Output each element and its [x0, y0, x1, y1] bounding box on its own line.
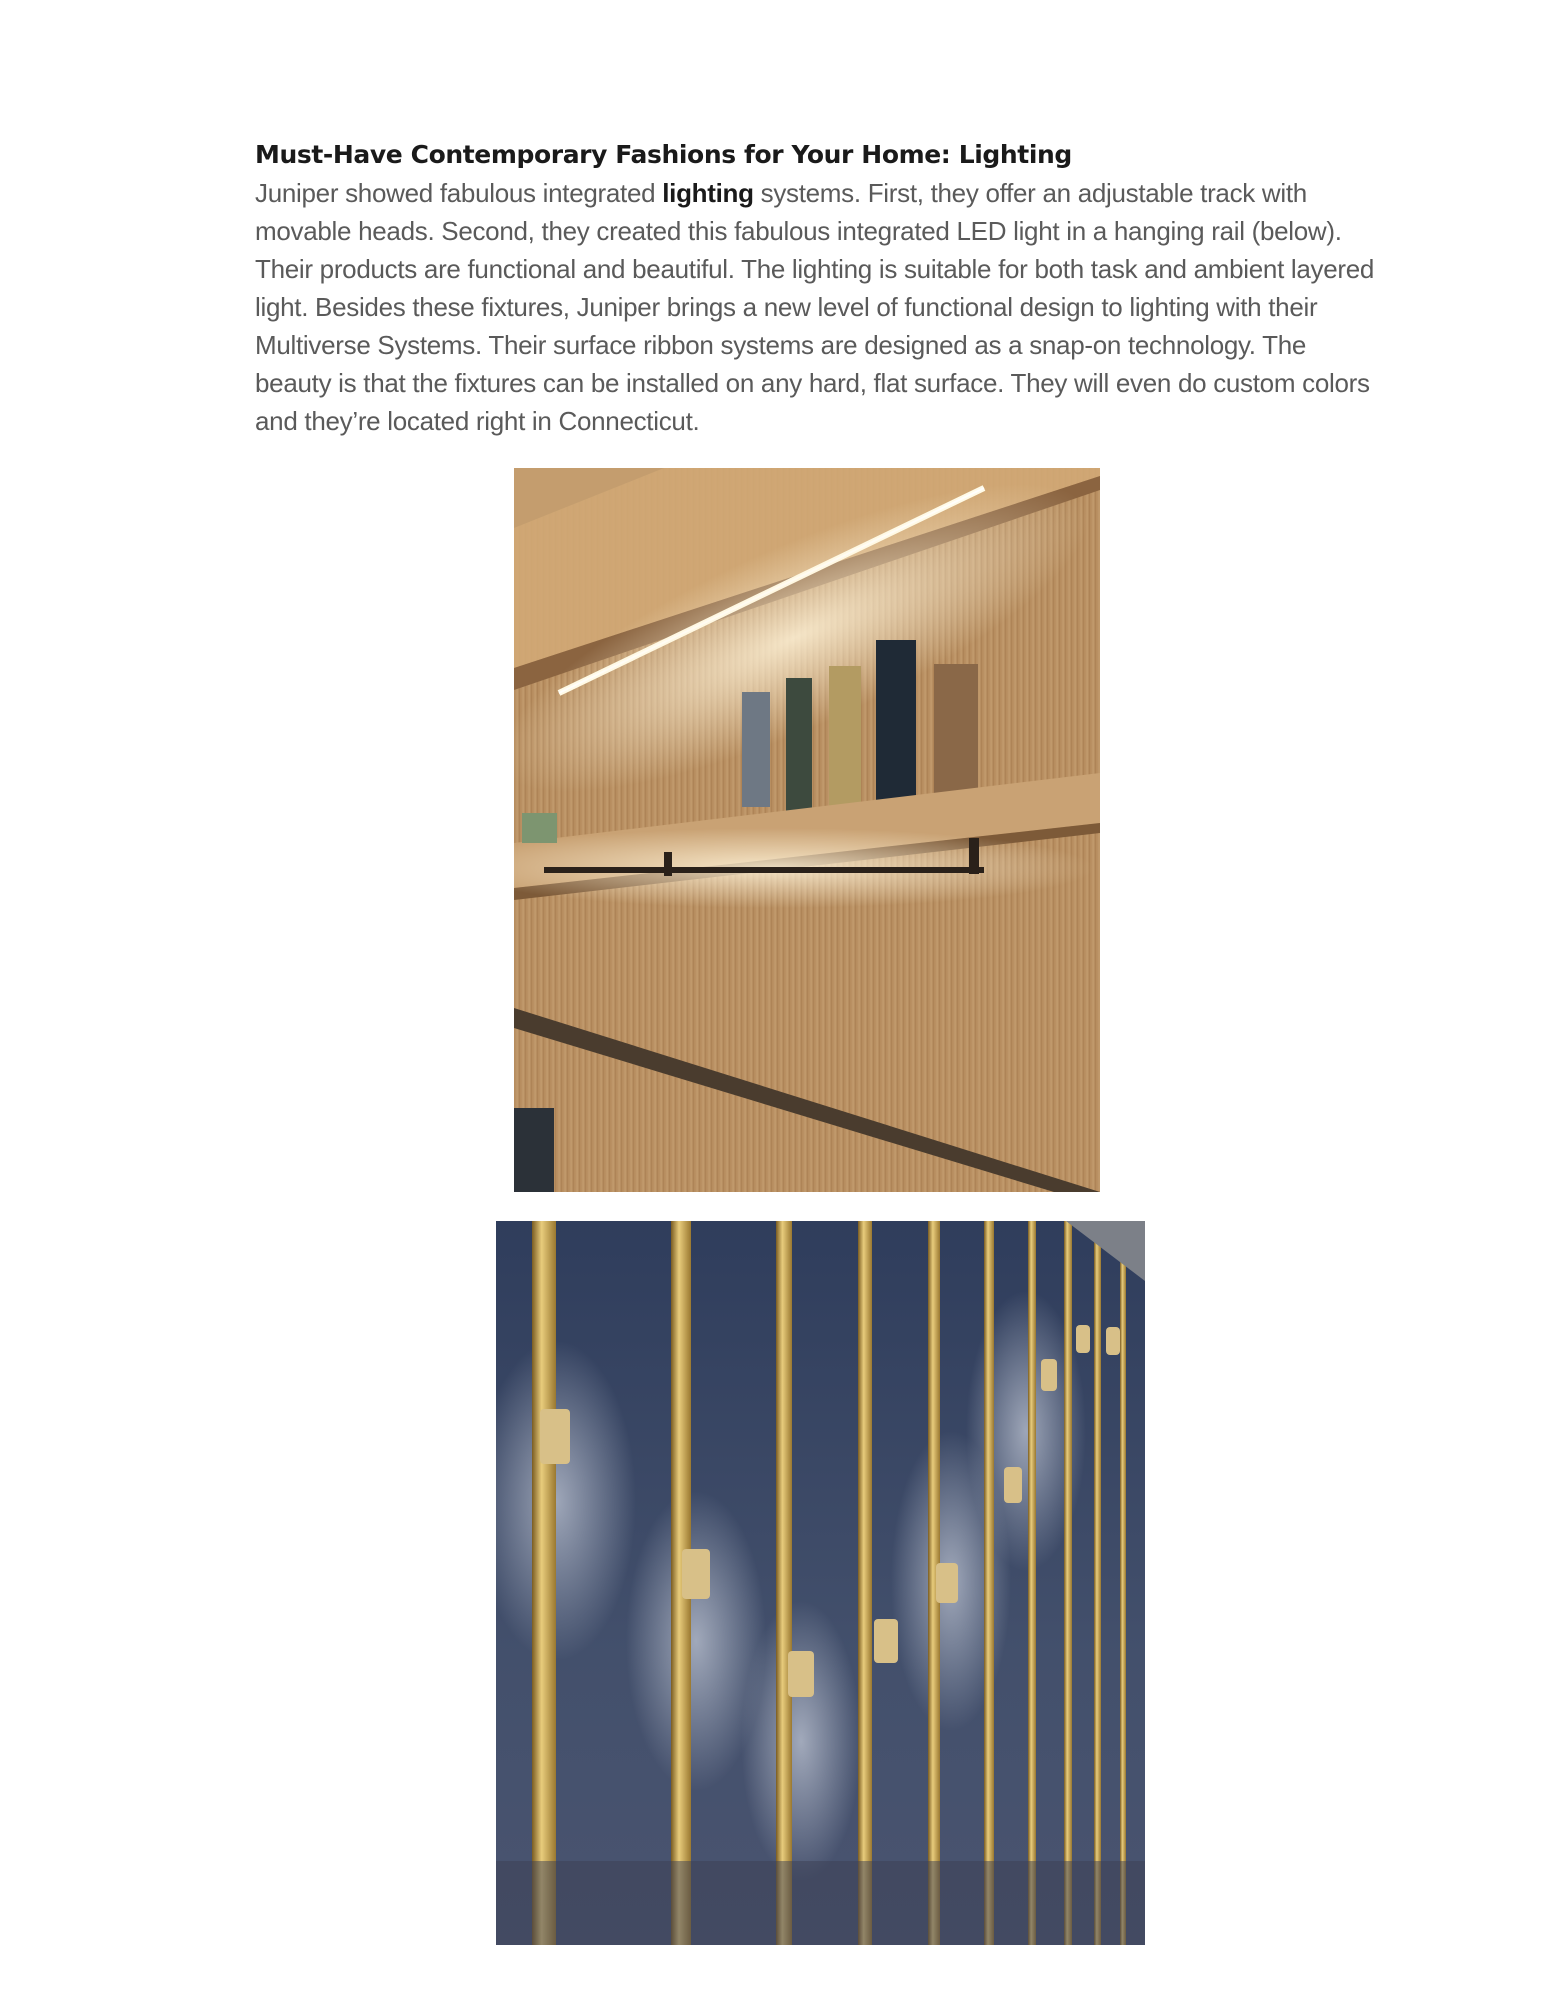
article [255, 136, 1375, 440]
wood-wall-led-photo [514, 468, 1100, 1192]
lighting-link[interactable]: lighting [662, 178, 754, 208]
paragraph-text-end: systems. First, they offer an adjustable track with movable heads. Second, they created this fabulous integrated LED light in a hanging rail (below). Their products are functional and beautiful. The lighting is suitable for both task and ambient layered light. Besides these fixtures, Juniper brings a new level of functional design to lighting with their Multiverse Systems. Their surface ribbon systems are designed as a snap-on technology. The beauty is that the fixtures can be installed on any hard, flat surface. They will even do custom colors and they’re located right in Connecticut. [255, 178, 1375, 436]
article-paragraph [255, 174, 1375, 440]
article-heading: Must-Have Contemporary Fashions for Your Home: Lighting [255, 140, 1072, 169]
paragraph-text-start: Juniper showed fabulous integrated [255, 178, 663, 208]
brass-ribbon-lights-photo [496, 1221, 1145, 1945]
